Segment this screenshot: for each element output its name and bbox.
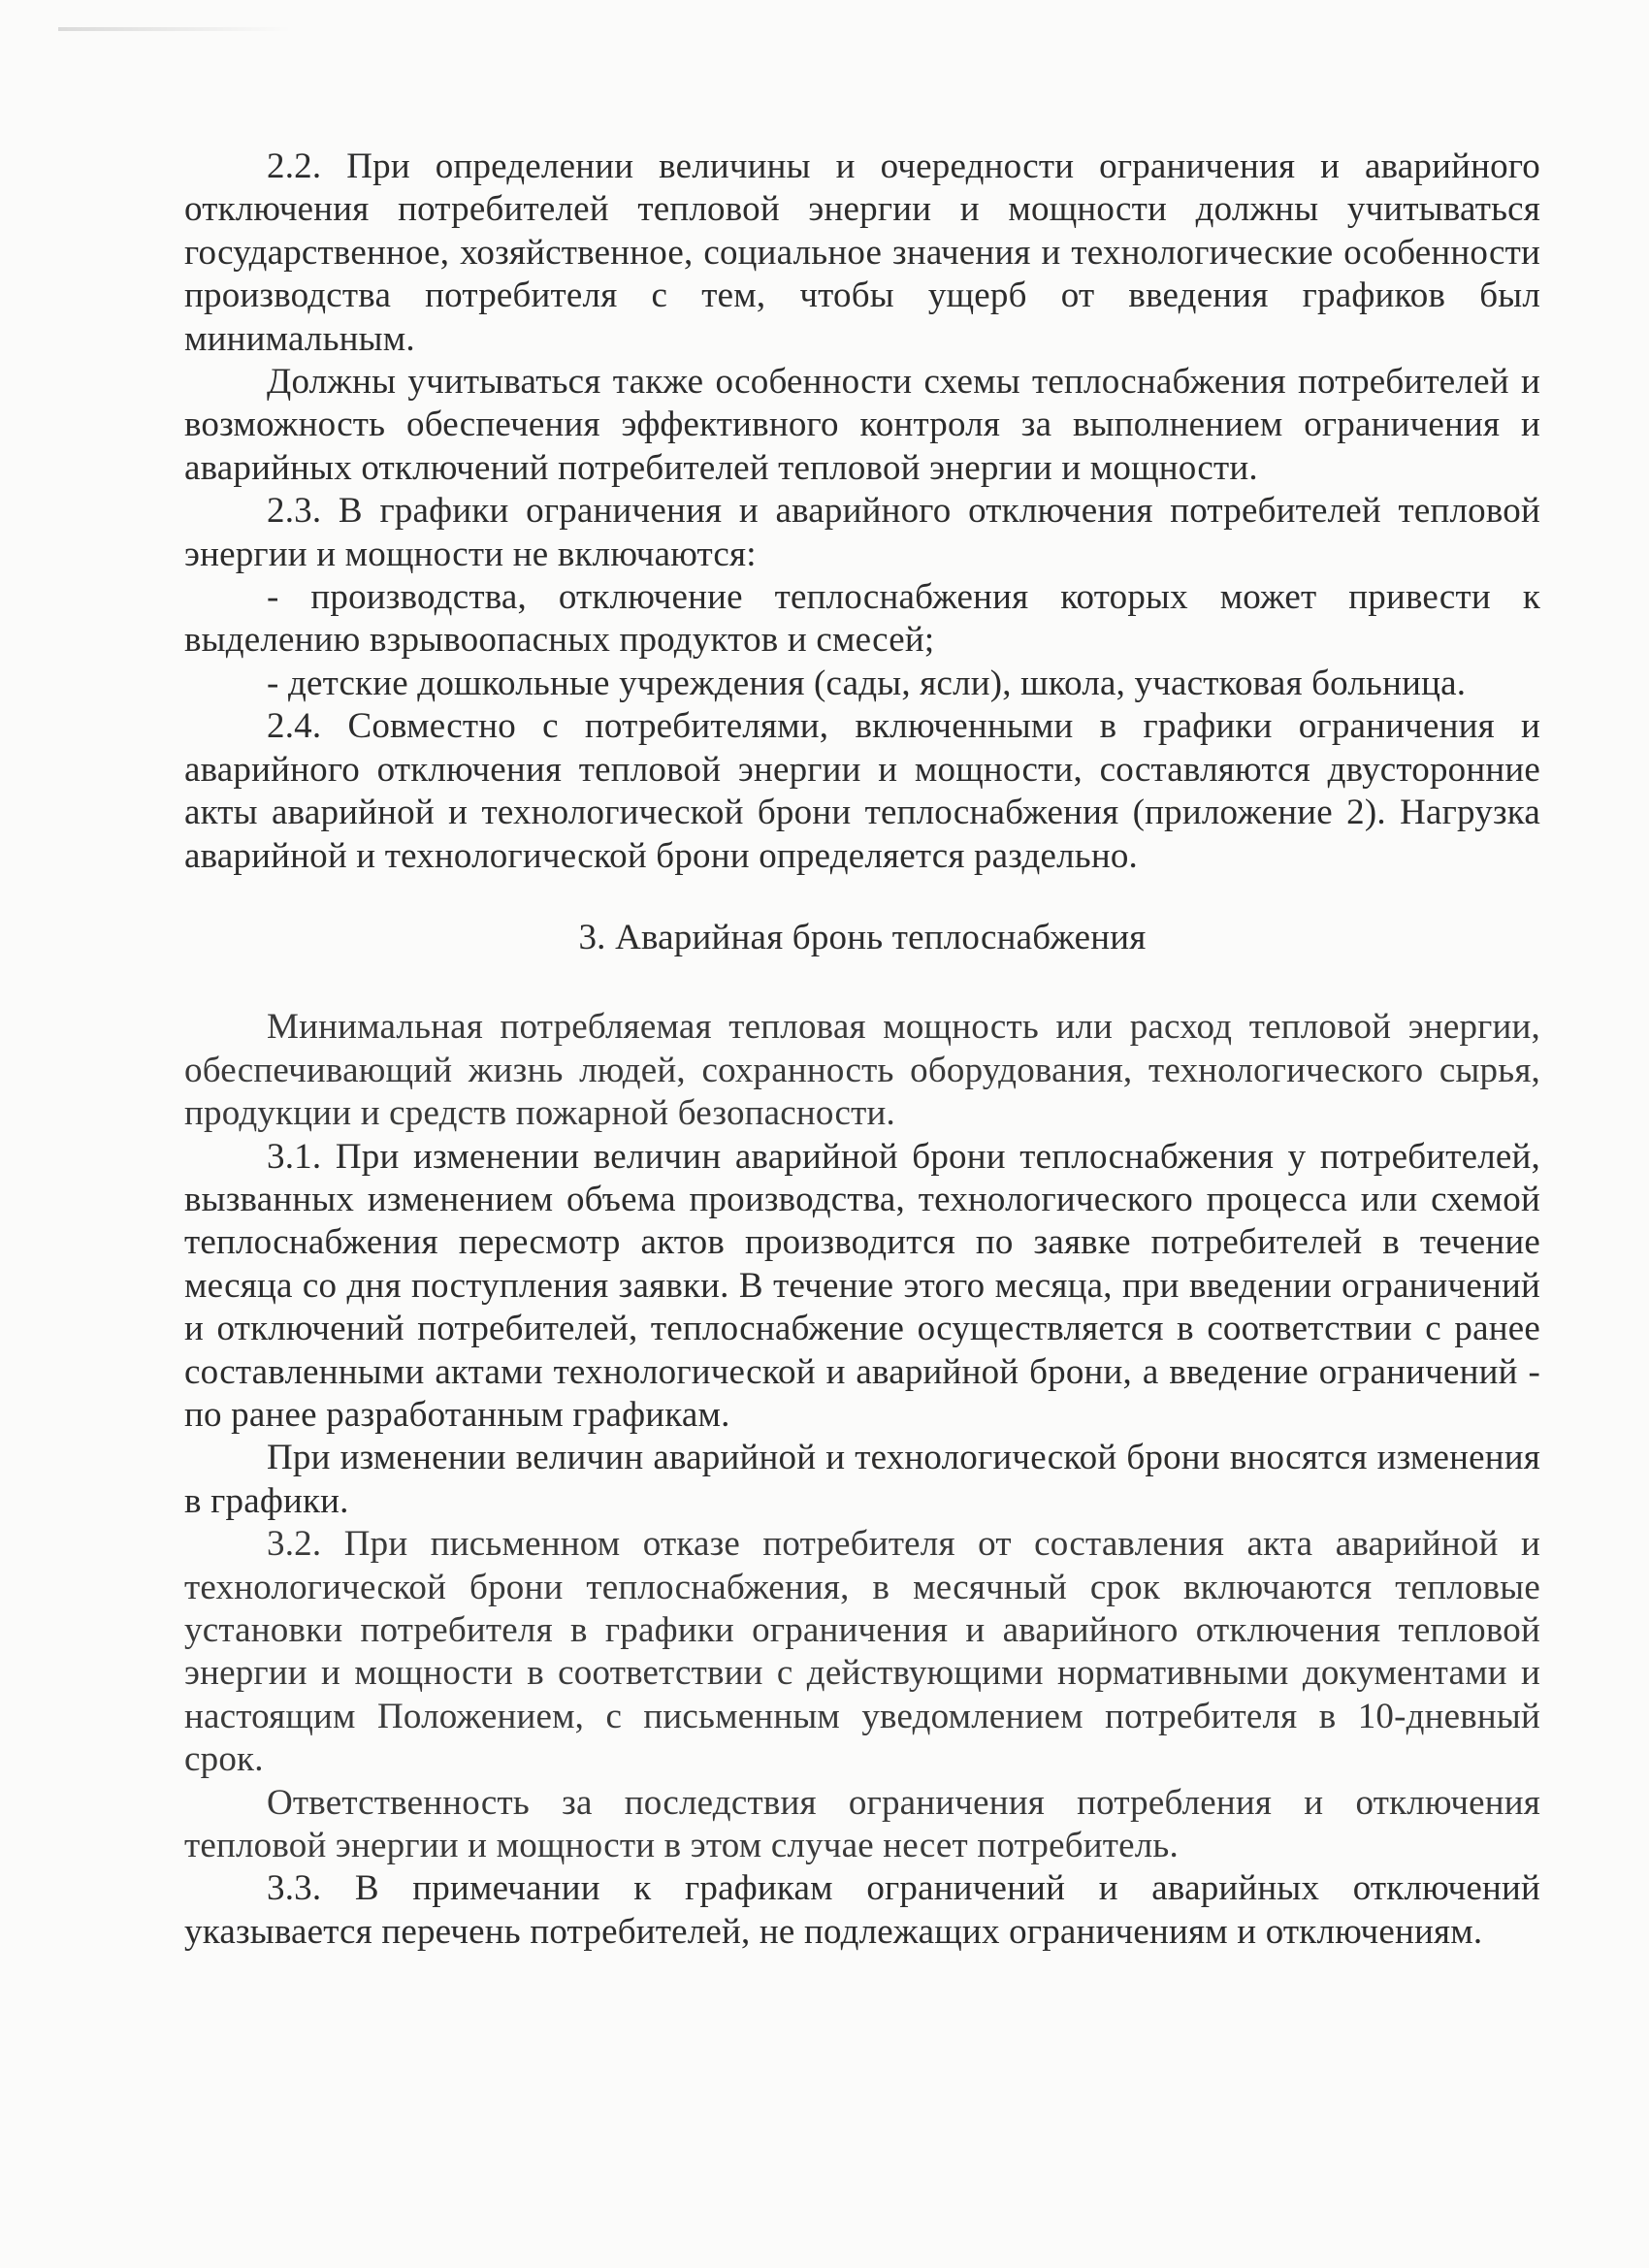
scan-artifact	[58, 27, 291, 31]
paragraph-2-2-continued: Должны учитываться также особенности схемы теплоснабжения потребителей и возможность обеспечения эффективного контроля за выполнением ограничения и аварийных отключений потребителей тепловой энергии и мощности.	[184, 362, 1540, 488]
paragraph-2-2: 2.2. При определении величины и очередности ограничения и аварийного отключения потребителей тепловой энергии и мощности должны учитываться государственное, хозяйственное, социальное значения и технологические особенности производства потребителя с тем, чтобы ущерб от введения графиков был минимальным.	[184, 146, 1540, 359]
paragraph-responsibility: Ответственность за последствия ограничения потребления и отключения тепловой энергии и мощности в этом случае несет потребитель.	[184, 1782, 1540, 1866]
section-heading: 3. Аварийная бронь теплоснабжения	[578, 917, 1147, 957]
list-item-schools: - детские дошкольные учреждения (сады, ясли), школа, участковая больница.	[267, 663, 1467, 703]
paragraph-3-2: 3.2. При письменном отказе потребителя от составления акта аварийной и технологической брони теплоснабжения, в месячный срок включаются тепловые установки потребителя в графики ограничения и аварийного отключения тепловой энергии и мощности в соответствии с действующими нормативными документами и настоящим Положением, с письменным уведомлением потребителя в 10-дневный срок.	[184, 1524, 1540, 1780]
paragraph-3-1-continued: При изменении величин аварийной и технологической брони вносятся изменения в графики.	[184, 1438, 1540, 1521]
paragraph-2-3: 2.3. В графики ограничения и аварийного отключения потребителей тепловой энергии и мощности не включаются:	[184, 491, 1540, 574]
paragraph-3-1: 3.1. При изменении величин аварийной брони теплоснабжения у потребителей, вызванных изменением объема производства, технологического процесса или схемой теплоснабжения пересмотр актов производится по заявке потребителей в течение месяца со дня поступления заявки. В течение этого месяца, при введении ограничений и отключений потребителей, теплоснабжение осуществляется в соответствии с ранее составленными актами технологической и аварийной брони, а введение ограничений - по ранее разработанным графикам.	[184, 1136, 1540, 1435]
paragraph-2-4: 2.4. Совместно с потребителями, включенными в графики ограничения и аварийного отключения тепловой энергии и мощности, составляются двусторонние акты аварийной и технологической брони теплоснабжения (приложение 2). Нагрузка аварийной и технологической брони определяется раздельно.	[184, 706, 1540, 876]
paragraph-3-3: 3.3. В примечании к графикам ограничений и аварийных отключений указывается перечень потребителей, не подлежащих ограничениям и отключениям.	[184, 1868, 1540, 1952]
paragraph-definition: Минимальная потребляемая тепловая мощность или расход тепловой энергии, обеспечивающий жизнь людей, сохранность оборудования, технологического сырья, продукции и средств пожарной безопасности.	[184, 1007, 1540, 1134]
list-item-production: - производства, отключение теплоснабжения которых может привести к выделению взрывоопасных продуктов и смесей;	[184, 577, 1540, 661]
